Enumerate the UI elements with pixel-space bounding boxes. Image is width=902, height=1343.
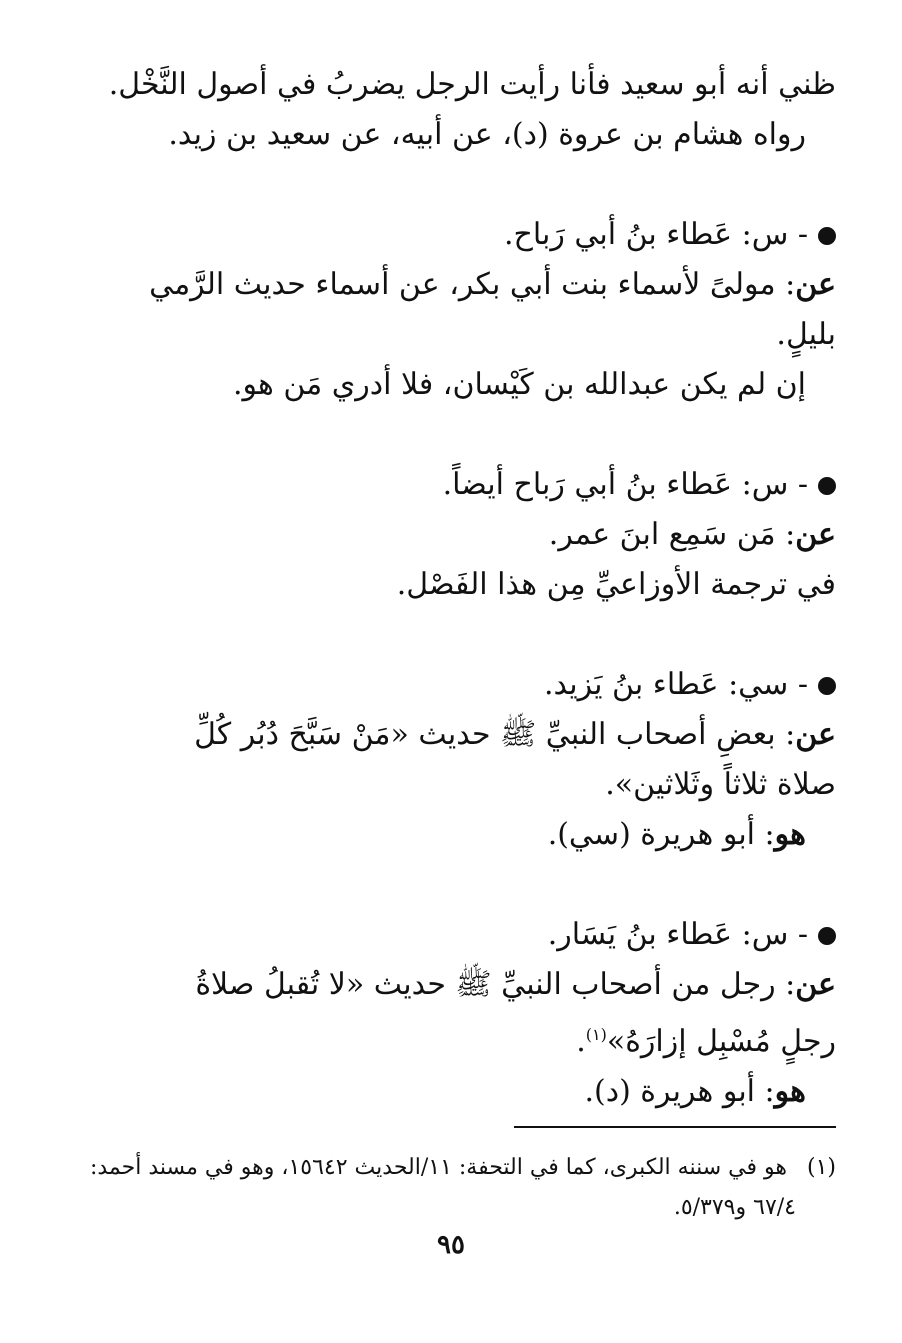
entry-huwa-line: هو: أبو هريرة (سي). xyxy=(547,817,806,852)
entry-heading: - س: عَطاء بنُ أبي رَباح أيضاً. xyxy=(66,460,836,510)
footnotes xyxy=(66,1148,836,1228)
an-label: عن xyxy=(795,967,836,1002)
footnote-divider xyxy=(514,1126,836,1128)
footnote-ref[interactable]: (١) xyxy=(585,1025,607,1044)
footnote-line: (١)هو في سننه الكبرى، كما في التحفة: ١١/الحديث ١٥٦٤٢، وهو في مسند أحمد: xyxy=(89,1155,836,1180)
entry-heading: - س: عَطاء بنُ يَسَار. xyxy=(66,910,836,960)
bullet-icon xyxy=(818,477,836,495)
entry-huwa-line: هو: أبو هريرة (د). xyxy=(584,1074,806,1109)
footnote-number: (١) xyxy=(806,1155,836,1180)
bullet-icon xyxy=(818,927,836,945)
page-number: ٩٥ xyxy=(437,1230,465,1260)
an-label: عن xyxy=(795,517,836,552)
entry-heading: - س: عَطاء بنُ أبي رَباح. xyxy=(66,210,836,260)
entry-continuation: بليلٍ. xyxy=(776,317,836,352)
footnote-line: ٦٧/٤ و٥/٣٧٩. xyxy=(673,1195,796,1220)
entry-heading: - سي: عَطاء بنُ يَزيد. xyxy=(66,660,836,710)
bullet-icon xyxy=(818,227,836,245)
text-line: ظني أنه أبو سعيد فأنا رأيت الرجل يضربُ في أصول النَّخْل. xyxy=(108,67,836,102)
entry-an-line: عن: بعضِ أصحاب النبيِّ ﷺ حديث «مَنْ سَبَّحَ دُبُر كُلِّ xyxy=(194,717,836,752)
huwa-label: هو xyxy=(774,1074,806,1109)
text-line: رواه هشام بن عروة (د)، عن أبيه، عن سعيد بن زيد. xyxy=(168,117,806,152)
entry-note: إن لم يكن عبدالله بن كَيْسان، فلا أدري مَن هو. xyxy=(232,367,806,402)
an-label: عن xyxy=(795,267,836,302)
bullet-icon xyxy=(818,677,836,695)
entry-an-line: عن: مَن سَمِع ابنَ عمر. xyxy=(548,517,836,552)
huwa-label: هو xyxy=(774,817,806,852)
main-text xyxy=(66,60,836,1117)
entry-note: في ترجمة الأوزاعيِّ مِن هذا الفَصْل. xyxy=(396,567,836,602)
entry-continuation: صلاة ثلاثاً وثَلاثين». xyxy=(605,767,836,802)
entry-an-line: عن: مولىً لأسماء بنت أبي بكر، عن أسماء حديث الرَّمي xyxy=(149,267,836,302)
entry-continuation: رجلٍ مُسْبِل إزارَهُ»$^{(١)}$. xyxy=(576,1024,836,1059)
entry-an-line: عن: رجل من أصحاب النبيِّ ﷺ حديث «لا تُقبلُ صلاةُ xyxy=(195,967,836,1002)
an-label: عن xyxy=(795,717,836,752)
